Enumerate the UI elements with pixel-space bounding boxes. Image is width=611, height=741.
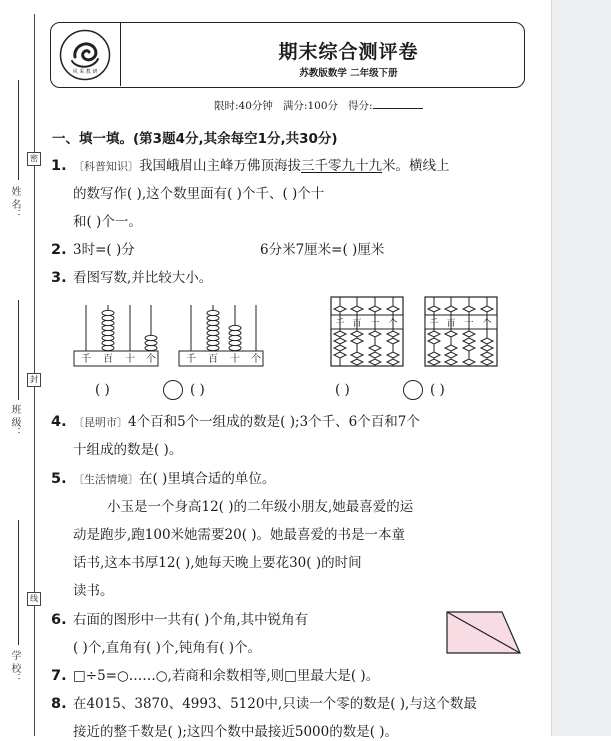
question-line[interactable]: □÷5=○……○,若商和余数相等,则□里最大是( )。 — [73, 668, 380, 684]
publisher-logo-icon — [59, 29, 111, 81]
place-label: 百 — [103, 354, 113, 365]
passage-line[interactable]: 小玉是一个身高12( )的二年级小朋友,她最喜爱的运 — [107, 499, 414, 515]
bead-abacus-2 — [424, 296, 498, 368]
exam-title: 期末综合测评卷 — [278, 41, 419, 63]
question-number: 1. — [51, 158, 67, 174]
answer-blank[interactable]: ( ) — [95, 382, 110, 398]
bead-abacus-1 — [330, 296, 404, 368]
question-number: 2. — [51, 242, 67, 258]
place-label: 十 — [125, 354, 135, 365]
question-text: 4个百和5个一组成的数是( );3个千、6个百和7个 — [128, 414, 420, 430]
answer-blank[interactable]: ( ) — [190, 382, 205, 398]
school-blank-line[interactable] — [18, 520, 19, 645]
question-number: 6. — [51, 612, 67, 628]
underlined-number: 三千零九十九 — [301, 158, 382, 174]
place-label: 十 — [370, 319, 380, 329]
place-label: 个 — [146, 354, 156, 365]
question-line[interactable]: 右面的图形中一共有( )个角,其中锐角有 — [73, 612, 309, 628]
counting-frame-1 — [73, 303, 159, 368]
question-number: 5. — [51, 471, 67, 487]
counting-frame-2 — [178, 303, 264, 368]
place-label: 百 — [446, 319, 456, 329]
answer-blank[interactable]: ( ) — [335, 382, 350, 398]
passage-line: 读书。 — [73, 583, 114, 599]
question-line[interactable]: 和( )个一。 — [73, 214, 142, 230]
binding-gutter — [0, 0, 50, 736]
passage-line[interactable]: 动是跑步,跑100米她需要20( )。她最喜爱的书是一本童 — [73, 527, 406, 543]
question-line[interactable]: ( )个,直角有( )个,钝角有( )个。 — [73, 640, 262, 656]
name-blank-line[interactable] — [18, 80, 19, 180]
exam-header — [50, 22, 525, 88]
place-label: 千 — [81, 354, 91, 365]
question-line[interactable]: 接近的整千数是( );这四个数中最接近5000的数是( )。 — [73, 724, 399, 740]
header-divider — [120, 23, 121, 86]
question-number: 4. — [51, 414, 67, 430]
question-line[interactable]: 6分米7厘米=( )厘米 — [260, 242, 385, 258]
compare-circle[interactable] — [403, 380, 423, 400]
question-line[interactable] — [73, 413, 420, 432]
question-line: 看图写数,并比较大小。 — [73, 270, 213, 286]
question-number: 3. — [51, 270, 67, 286]
trapezoid-figure — [446, 611, 522, 655]
question-line — [73, 470, 275, 489]
exam-meta — [214, 98, 423, 113]
place-label: 百 — [208, 354, 218, 365]
exam-subtitle: 苏教版数学 二年级下册 — [299, 68, 398, 79]
question-number: 8. — [51, 696, 67, 712]
question-text: 在( )里填合适的单位。 — [139, 471, 276, 487]
place-label: 千 — [429, 319, 439, 329]
seal-mark: 密 — [27, 152, 41, 166]
viewer-scroll-panel[interactable] — [551, 0, 611, 736]
place-label: 千 — [335, 319, 345, 329]
question-line[interactable]: 的数写作( ),这个数里面有( )个千、( )个十 — [73, 186, 325, 202]
question-line[interactable]: 在4015、3870、4993、5120中,只读一个零的数是( ),与这个数最 — [73, 696, 477, 712]
question-tag: 〔昆明市〕 — [73, 416, 128, 429]
place-label: 十 — [464, 319, 474, 329]
question-line[interactable]: 3时=( )分 — [73, 242, 135, 258]
class-blank-line[interactable] — [18, 300, 19, 400]
place-label: 个 — [388, 319, 398, 329]
passage-line[interactable]: 话书,这本书厚12( ),她每天晚上要花30( )的时间 — [73, 555, 362, 571]
section-title: 一、填一填。(第3题4分,其余每空1分,共30分) — [52, 131, 338, 147]
question-text: 我国峨眉山主峰万佛顶海拔 — [139, 158, 301, 174]
school-label: 学 校： — [9, 650, 20, 684]
question-tag: 〔生活情境〕 — [73, 473, 139, 486]
class-label: 班 级： — [9, 404, 20, 438]
time-limit: 限时:40分钟 — [214, 100, 273, 112]
question-line[interactable]: 十组成的数是( )。 — [73, 442, 183, 458]
answer-blank[interactable]: ( ) — [430, 382, 445, 398]
place-label: 个 — [251, 354, 261, 365]
seal-mark: 线 — [27, 592, 41, 606]
full-score: 满分:100分 — [282, 100, 339, 112]
question-tag: 〔科普知识〕 — [73, 160, 139, 173]
place-label: 百 — [352, 319, 362, 329]
place-label: 十 — [230, 354, 240, 365]
seal-mark: 封 — [27, 373, 41, 387]
name-label: 姓 名： — [9, 186, 20, 220]
compare-circle[interactable] — [163, 380, 183, 400]
question-text: 米。横线上 — [382, 158, 450, 174]
score-blank[interactable] — [373, 98, 423, 109]
logo-caption: 风 采 教 研 — [72, 69, 98, 75]
place-label: 个 — [482, 319, 492, 329]
question-line — [73, 157, 450, 176]
question-number: 7. — [51, 668, 67, 684]
place-label: 千 — [186, 354, 196, 365]
score-label: 得分: — [348, 100, 373, 112]
